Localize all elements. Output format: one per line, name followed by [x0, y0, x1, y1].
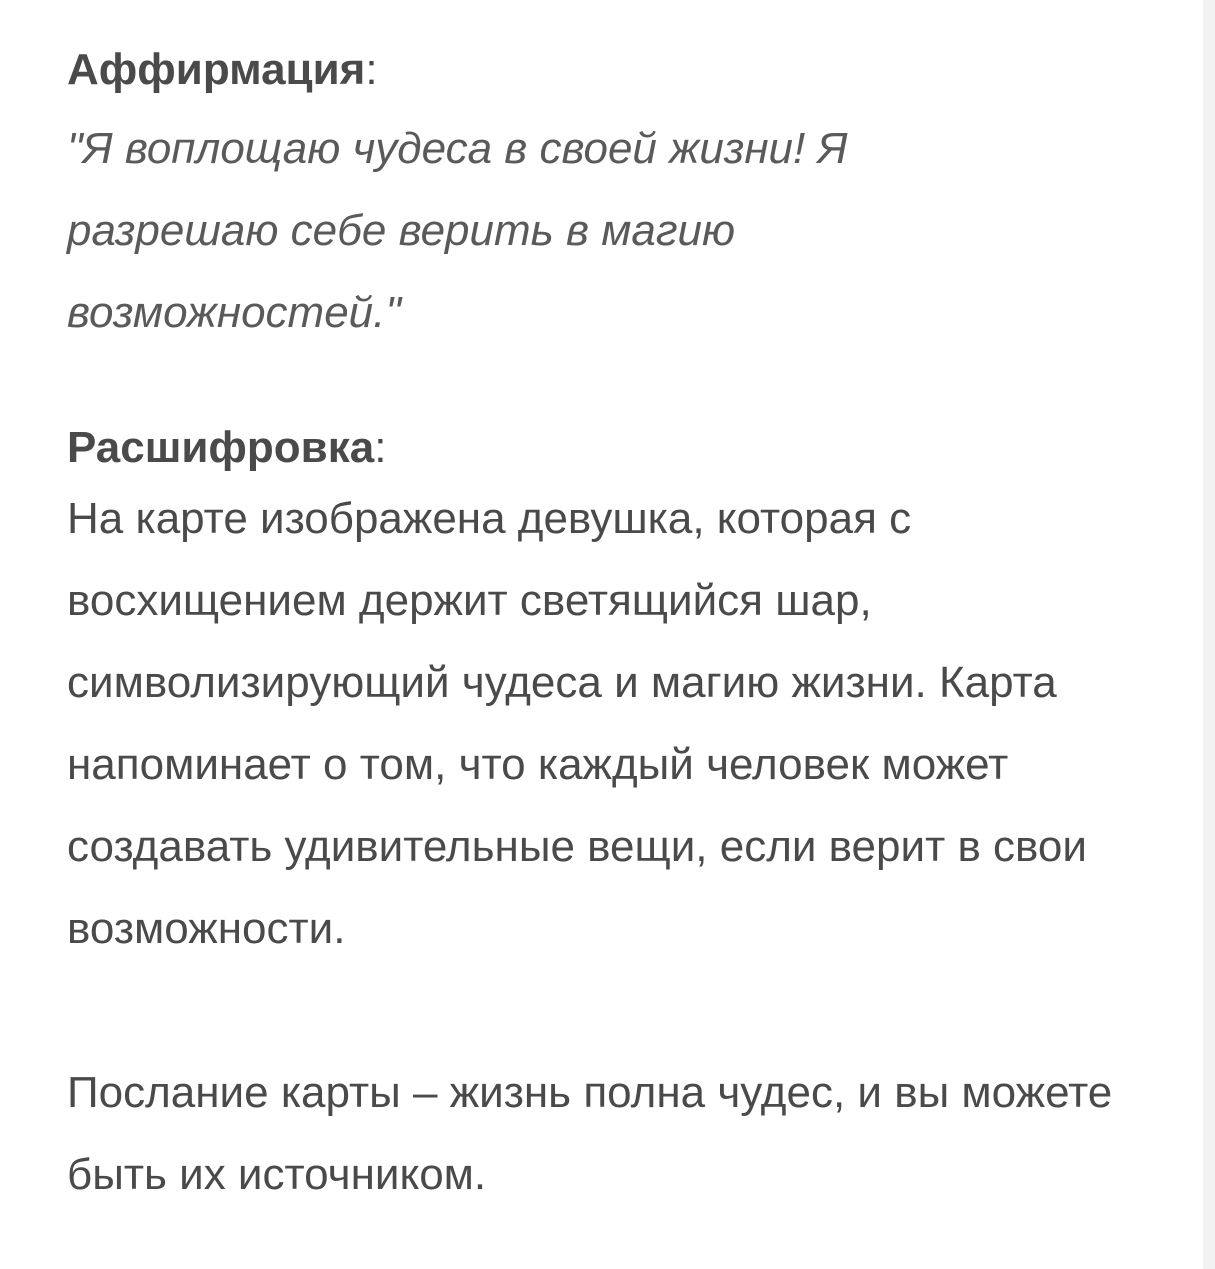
section-spacer — [67, 354, 1147, 418]
decoding-text: На карте изображена девушка, которая с восхищением держит светящийся шар, символизирующий чудеса и магию жизни. Карта напоминает о том, что каждый человек может создавать удивительные вещи, если верит в свои возможности. — [67, 494, 1087, 953]
affirmation-heading-text: Аффирмация — [67, 45, 366, 94]
affirmation-heading-colon: : — [365, 45, 378, 94]
scrollbar-track[interactable] — [1203, 0, 1215, 1269]
paragraph-spacer — [67, 970, 1147, 1052]
decoding-heading-text: Расшифровка — [67, 423, 375, 472]
decoding-heading-colon: : — [374, 423, 387, 472]
affirmation-text: "Я воплощаю чудеса в своей жизни! Я разрешаю себе верить в магию возможностей." — [67, 124, 848, 337]
card-description — [67, 40, 1147, 1216]
card-message-text: Послание карты – жизнь полна чудес, и вы можете быть их источником. — [67, 1068, 1113, 1199]
affirmation-heading — [67, 40, 1147, 100]
decoding-heading — [67, 418, 1147, 478]
